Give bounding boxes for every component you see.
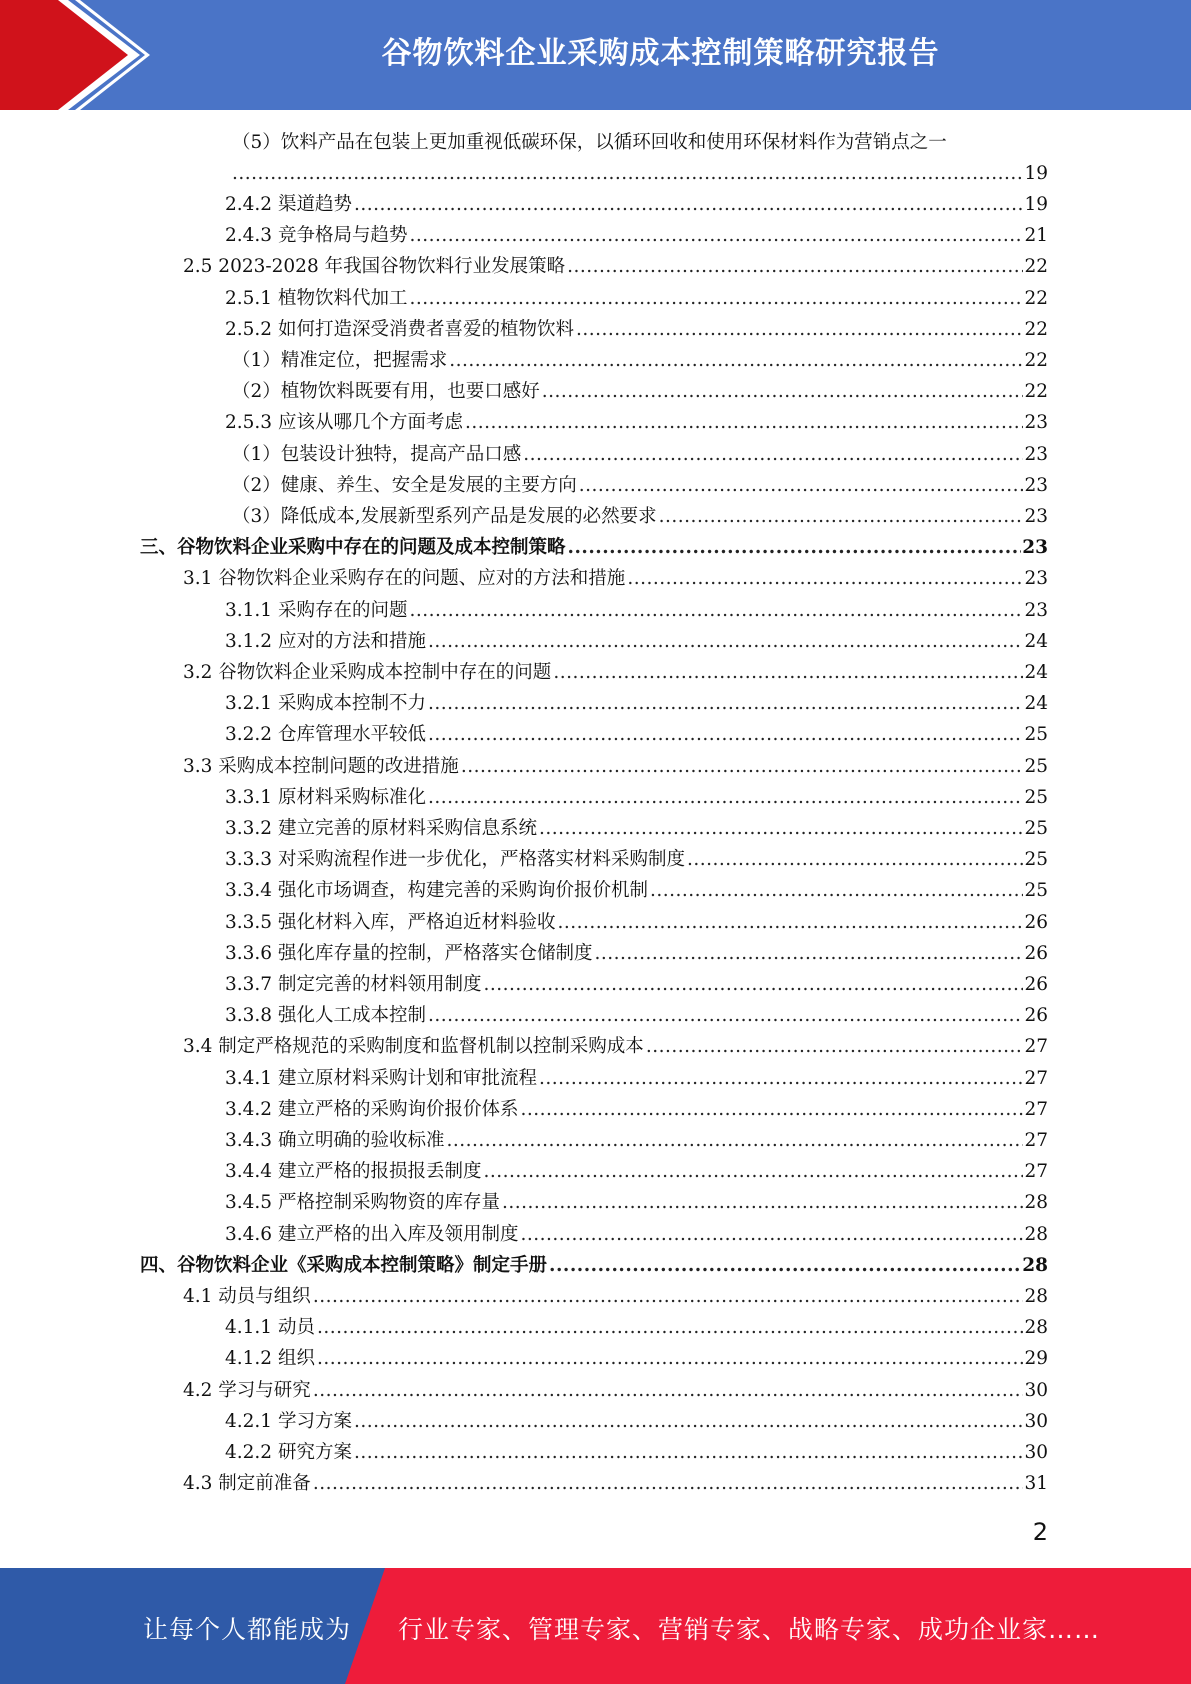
toc-entry-title: 3.3.1 原材料采购标准化 xyxy=(225,786,426,808)
toc-page-number: 19 xyxy=(1024,194,1048,215)
toc-entry[interactable] xyxy=(225,1094,1048,1125)
toc-leader-dots xyxy=(449,345,1023,376)
toc-page-number: 23 xyxy=(1022,537,1048,559)
toc-leader-dots xyxy=(446,1125,1023,1156)
toc-page-number: 24 xyxy=(1024,662,1048,683)
toc-page-number: 23 xyxy=(1024,506,1048,527)
toc-page-number: 30 xyxy=(1024,1442,1048,1463)
toc-entry[interactable] xyxy=(225,1000,1048,1031)
toc-page-number: 27 xyxy=(1024,1130,1048,1151)
toc-page-number: 27 xyxy=(1024,1161,1048,1183)
toc-entry[interactable] xyxy=(225,969,1048,1000)
toc-leader-dots xyxy=(461,751,1024,782)
toc-entry[interactable] xyxy=(232,376,1048,407)
toc-page-number: 22 xyxy=(1024,350,1048,371)
toc-leader-dots xyxy=(502,1187,1023,1218)
toc-leader-dots xyxy=(428,626,1023,657)
toc-page-number: 22 xyxy=(1024,381,1048,403)
toc-page-number: 29 xyxy=(1024,1348,1048,1370)
toc-entry-title: 3.1.2 应对的方法和措施 xyxy=(225,630,426,652)
toc-entry[interactable] xyxy=(225,626,1048,657)
toc-entry-title: 4.2 学习与研究 xyxy=(183,1379,311,1401)
page-header xyxy=(0,0,1191,110)
toc-leader-dots xyxy=(542,376,1024,407)
toc-page-number: 23 xyxy=(1024,474,1048,496)
toc-leader-dots xyxy=(317,1312,1024,1343)
toc-page-number: 28 xyxy=(1024,1223,1048,1245)
toc-page-number: 28 xyxy=(1022,1254,1048,1276)
toc-page-number: 22 xyxy=(1024,318,1048,340)
toc-leader-dots xyxy=(539,813,1023,844)
toc-entry[interactable] xyxy=(225,1406,1048,1437)
toc-entry[interactable] xyxy=(225,189,1048,220)
toc-page-number: 23 xyxy=(1024,412,1048,434)
toc-entry-title: 2.5.1 植物饮料代加工 xyxy=(225,287,408,309)
toc-entry[interactable] xyxy=(225,220,1048,251)
toc-entry-title: （3）降低成本,发展新型系列产品是发展的必然要求 xyxy=(232,506,657,527)
toc-leader-dots xyxy=(354,189,1024,220)
toc-leader-dots xyxy=(539,1063,1023,1094)
document-title: 谷物饮料企业采购成本控制策略研究报告 xyxy=(381,36,940,71)
toc-page-number: 22 xyxy=(1024,287,1048,309)
toc-leader-dots xyxy=(354,1406,1024,1437)
toc-leader-dots xyxy=(483,969,1023,1000)
toc-page-number: 30 xyxy=(1024,1410,1048,1432)
toc-page-number: 25 xyxy=(1024,786,1048,808)
toc-page-number: 31 xyxy=(1024,1473,1048,1495)
toc-page-number: 24 xyxy=(1024,630,1048,652)
toc-entry[interactable] xyxy=(225,283,1048,314)
toc-entry[interactable] xyxy=(225,1125,1048,1156)
toc-entry[interactable] xyxy=(225,595,1048,626)
toc-page-number: 23 xyxy=(1024,599,1048,621)
toc-leader-dots xyxy=(549,1250,1021,1281)
toc-leader-dots xyxy=(313,1281,1024,1312)
toc-entry[interactable] xyxy=(225,907,1048,938)
toc-entry[interactable] xyxy=(225,1312,1048,1343)
toc-leader-dots xyxy=(520,1219,1023,1250)
toc-page-number: 26 xyxy=(1024,911,1048,933)
toc-entry[interactable] xyxy=(140,1250,1048,1281)
toc-page-number: 23 xyxy=(1024,568,1048,590)
toc-leader-dots xyxy=(650,875,1023,906)
toc-leader-dots xyxy=(317,1343,1024,1374)
toc-entry[interactable] xyxy=(183,1281,1048,1312)
toc-leader-dots xyxy=(409,220,1023,251)
toc-entry[interactable] xyxy=(183,563,1048,594)
toc-entry[interactable] xyxy=(225,1437,1048,1468)
toc-leader-dots xyxy=(465,407,1023,438)
toc-entry-title: 3.2 谷物饮料企业采购成本控制中存在的问题 xyxy=(183,662,552,683)
toc-page-number: 27 xyxy=(1024,1067,1048,1089)
toc-entry-title: 3.4.6 建立严格的出入库及领用制度 xyxy=(225,1223,519,1245)
toc-leader-dots xyxy=(520,1094,1023,1125)
toc-leader-dots xyxy=(313,1375,1024,1406)
toc-entry-title: 3.4.1 建立原材料采购计划和审批流程 xyxy=(225,1067,537,1089)
page-footer xyxy=(0,1568,1191,1684)
toc-page-number: 25 xyxy=(1024,849,1048,871)
toc-entry-title: （1）精准定位，把握需求 xyxy=(232,350,448,371)
toc-entry[interactable] xyxy=(232,345,1048,376)
toc-entry-title: 3.1 谷物饮料企业采购存在的问题、应对的方法和措施 xyxy=(183,568,626,590)
toc-entry[interactable] xyxy=(225,844,1048,875)
toc-page-number: 25 xyxy=(1024,755,1048,777)
toc-wrap-entry-second-line xyxy=(232,158,1048,189)
toc-entry-title: 4.2.1 学习方案 xyxy=(225,1410,352,1432)
toc-leader-dots xyxy=(659,501,1024,532)
toc-entry-title: （2）健康、养生、安全是发展的主要方向 xyxy=(232,474,577,496)
toc-entry-title: （1）包装设计独特，提高产品口感 xyxy=(232,443,522,465)
toc-leader-dots xyxy=(232,158,1023,189)
toc-entry[interactable] xyxy=(183,1375,1048,1406)
toc-leader-dots xyxy=(409,595,1023,626)
toc-page-number: 27 xyxy=(1024,1098,1048,1120)
toc-entry-title: 2.4.3 竞争格局与趋势 xyxy=(225,225,408,247)
toc-page-number: 28 xyxy=(1024,1192,1048,1214)
toc-leader-dots xyxy=(568,532,1022,563)
toc-leader-dots xyxy=(687,844,1023,875)
toc-page-number: 26 xyxy=(1024,1005,1048,1027)
toc-entry-title: 2.4.2 渠道趋势 xyxy=(225,194,352,215)
toc-entry[interactable] xyxy=(225,813,1048,844)
toc-entry-title: 3.3.5 强化材料入库，严格迫近材料验收 xyxy=(225,911,556,933)
footer-slogan-right: 行业专家、管理专家、营销专家、战略专家、成功企业家…… xyxy=(398,1615,1101,1644)
toc-entry-title: 3.4.4 建立严格的报损报丢制度 xyxy=(225,1161,482,1183)
toc-entry[interactable] xyxy=(183,1031,1048,1062)
toc-page-number: 24 xyxy=(1024,693,1048,715)
toc-leader-dots xyxy=(428,688,1023,719)
toc-leader-dots xyxy=(428,1000,1023,1031)
toc-entry-title: 3.3.2 建立完善的原材料采购信息系统 xyxy=(225,818,537,839)
toc-entry-title: 2.5 2023-2028 年我国谷物饮料行业发展策略 xyxy=(183,256,566,278)
toc-page-number: 23 xyxy=(1024,443,1048,465)
toc-leader-dots xyxy=(409,283,1023,314)
footer-slogan-left: 让每个人都能成为 xyxy=(143,1615,352,1644)
toc-entry-title: 3.3.8 强化人工成本控制 xyxy=(225,1005,426,1027)
toc-page-number: 25 xyxy=(1024,818,1048,839)
toc-leader-dots xyxy=(483,1156,1023,1187)
toc-entry-title: 3.3.4 强化市场调查，构建完善的采购询价报价机制 xyxy=(225,880,648,902)
toc-leader-dots xyxy=(579,470,1024,501)
toc-page-number: 19 xyxy=(1024,163,1048,184)
toc-leader-dots xyxy=(627,563,1023,594)
toc-page-number: 28 xyxy=(1024,1286,1048,1307)
toc-page-number: 27 xyxy=(1024,1036,1048,1058)
toc-leader-dots xyxy=(576,314,1023,345)
toc-page-number: 26 xyxy=(1024,942,1048,964)
toc-page-number: 25 xyxy=(1024,724,1048,746)
toc-entry[interactable] xyxy=(225,688,1048,719)
toc-entry-title: 4.2.2 研究方案 xyxy=(225,1442,352,1463)
toc-entry-title: 3.4.3 确立明确的验收标准 xyxy=(225,1130,445,1151)
toc-entry-title: 三、谷物饮料企业采购中存在的问题及成本控制策略 xyxy=(140,537,566,559)
toc-entry[interactable] xyxy=(232,439,1048,470)
toc-entry[interactable] xyxy=(225,1063,1048,1094)
toc-entry[interactable] xyxy=(225,1343,1048,1374)
toc-entry[interactable] xyxy=(225,407,1048,438)
toc-entry-title: 3.4.5 严格控制采购物资的库存量 xyxy=(225,1192,500,1214)
toc-entry[interactable] xyxy=(225,1156,1048,1187)
page-number: 2 xyxy=(1032,1518,1048,1546)
toc-leader-dots xyxy=(428,782,1023,813)
toc-wrap-entry-first-line: （5）饮料产品在包装上更加重视低碳环保，以循环回收和使用环保材料作为营销点之一 xyxy=(232,132,947,153)
toc-entry-title: 3.4.2 建立严格的采购询价报价体系 xyxy=(225,1098,519,1120)
toc-entry[interactable] xyxy=(232,470,1048,501)
toc-entry[interactable] xyxy=(225,314,1048,345)
toc-entry[interactable] xyxy=(225,719,1048,750)
toc-entry-title: 3.3.7 制定完善的材料领用制度 xyxy=(225,974,482,995)
toc-entry[interactable] xyxy=(183,751,1048,782)
toc-entry-title: 4.1.2 组织 xyxy=(225,1348,315,1370)
toc-entry[interactable] xyxy=(225,1187,1048,1218)
toc-leader-dots xyxy=(428,719,1023,750)
toc-entry-title: 3.4 制定严格规范的采购制度和监督机制以控制采购成本 xyxy=(183,1036,644,1058)
toc-entry-title: 3.3.3 对采购流程作进一步优化，严格落实材料采购制度 xyxy=(225,849,685,871)
toc-page-number: 22 xyxy=(1024,256,1048,278)
toc-entry-title: 2.5.2 如何打造深受消费者喜爱的植物饮料 xyxy=(225,318,574,340)
toc-page-number: 26 xyxy=(1024,974,1048,995)
toc-entry-title: 3.3 采购成本控制问题的改进措施 xyxy=(183,755,459,777)
toc-entry-title: 3.1.1 采购存在的问题 xyxy=(225,599,408,621)
toc-entry-title: 4.3 制定前准备 xyxy=(183,1473,311,1495)
toc-entry[interactable] xyxy=(183,1468,1048,1499)
toc-page-number: 30 xyxy=(1024,1379,1048,1401)
toc-entry-title: 3.2.1 采购成本控制不力 xyxy=(225,693,426,715)
toc-entry-title: 4.1 动员与组织 xyxy=(183,1286,311,1307)
toc-leader-dots xyxy=(313,1468,1024,1499)
toc-leader-dots xyxy=(594,938,1023,969)
toc-entry[interactable] xyxy=(225,938,1048,969)
toc-leader-dots xyxy=(553,657,1023,688)
toc-entry[interactable] xyxy=(225,875,1048,906)
toc-leader-dots xyxy=(354,1437,1024,1468)
toc-entry-title: 4.1.1 动员 xyxy=(225,1317,315,1339)
toc-entry[interactable] xyxy=(140,532,1048,563)
toc-entry[interactable] xyxy=(225,1219,1048,1250)
toc-page-number: 28 xyxy=(1024,1317,1048,1339)
toc-entry-title: 四、谷物饮料企业《采购成本控制策略》制定手册 xyxy=(140,1254,548,1276)
toc-entry-title: （2）植物饮料既要有用，也要口感好 xyxy=(232,381,540,403)
toc-leader-dots xyxy=(523,439,1023,470)
toc-page-number: 25 xyxy=(1024,880,1048,902)
toc-leader-dots xyxy=(646,1031,1024,1062)
toc-entry[interactable] xyxy=(225,782,1048,813)
toc-entry-title: 2.5.3 应该从哪几个方面考虑 xyxy=(225,412,463,434)
toc-leader-dots xyxy=(567,251,1023,282)
toc-entry[interactable] xyxy=(183,657,1048,688)
toc-page-number: 21 xyxy=(1024,225,1048,247)
toc-entry[interactable] xyxy=(232,501,1048,532)
toc-entry-title: 3.3.6 强化库存量的控制，严格落实仓储制度 xyxy=(225,942,593,964)
toc-entry-title: 3.2.2 仓库管理水平较低 xyxy=(225,724,426,746)
toc-leader-dots xyxy=(557,907,1023,938)
toc-entry[interactable] xyxy=(183,251,1048,282)
